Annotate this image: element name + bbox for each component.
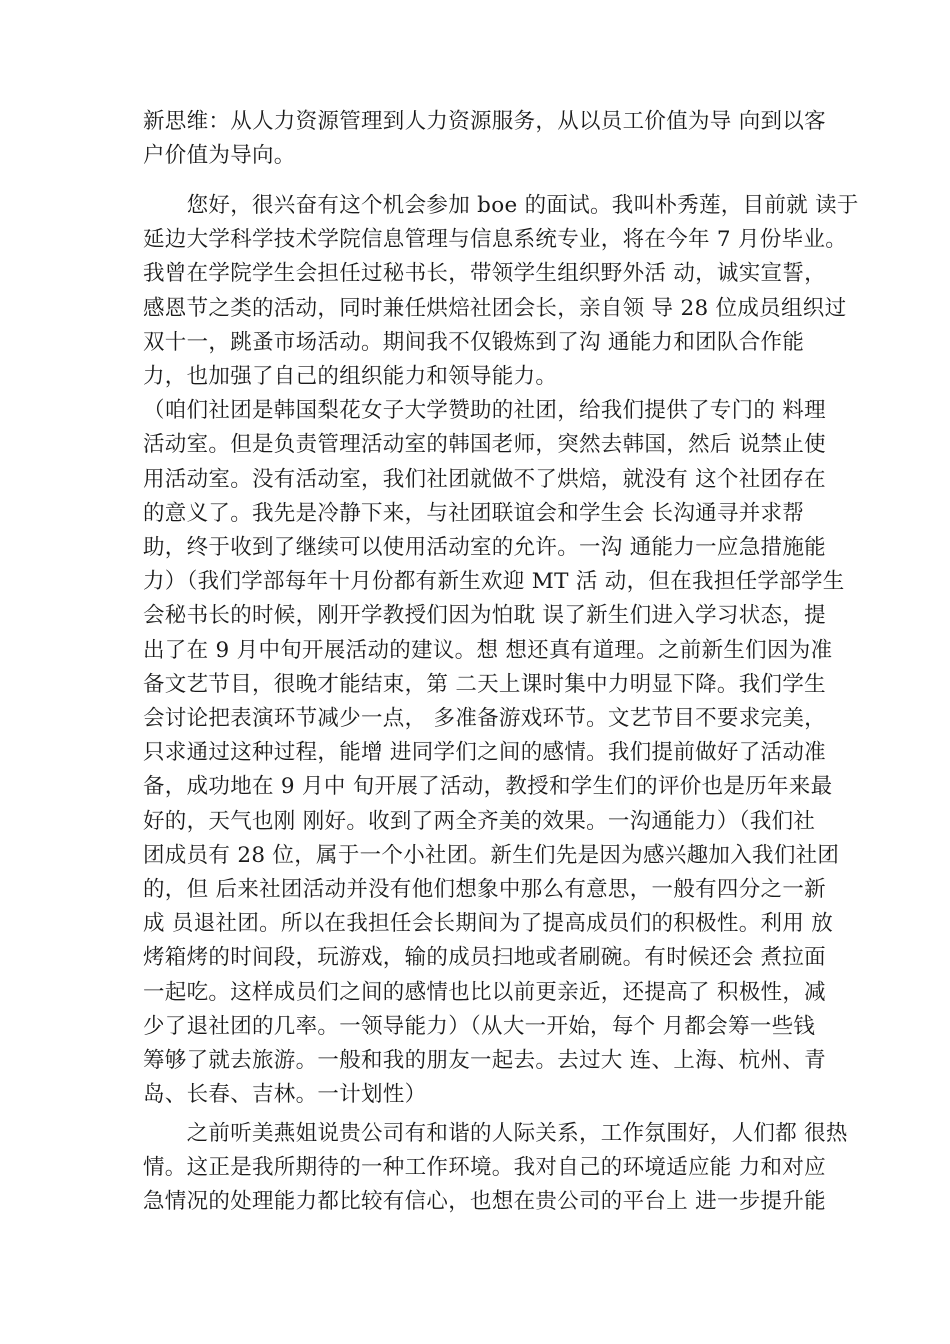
text-line: 备，成功地在 9 月中 旬开展了活动，教授和学生们的评价也是历年来最 bbox=[143, 774, 833, 800]
text-line: 您好，很兴奋有这个机会参加 boe 的面试。我叫朴秀莲，目前就 读于 bbox=[143, 193, 859, 218]
text-line: 会秘书长的时候，刚开学教授们因为怕耽 误了新生们进入学习状态，提 bbox=[143, 603, 826, 629]
text-line: 急情况的处理能力都比较有信心，也想在贵公司的平台上 进一步提升能 bbox=[143, 1189, 826, 1215]
text-line: 延边大学科学技术学院信息管理与信息系统专业，将在今年 7 月份毕业。 bbox=[143, 227, 848, 253]
paragraph-company-environment bbox=[143, 1117, 848, 1220]
text-line: 力，也加强了自己的组织能力和领导能力。 bbox=[143, 364, 558, 390]
text-line: 之前听美燕姐说贵公司有和谐的人际关系，工作氛围好，人们都 很热 bbox=[143, 1121, 848, 1146]
text-line: 成 员退社团。所以在我担任会长期间为了提高成员们的积极性。利用 放 bbox=[143, 911, 834, 937]
text-line: 出了在 9 月中旬开展活动的建议。想 想还真有道理。之前新生们因为准 bbox=[143, 637, 833, 663]
text-line: 感恩节之类的活动，同时兼任烘焙社团会长，亲自领 导 28 位成员组织过 bbox=[143, 295, 847, 321]
text-line: 助，终于收到了继续可以使用活动室的允许。一沟 通能力一应急措施能 bbox=[143, 535, 826, 561]
text-line: 烤箱烤的时间段，玩游戏，输的成员扫地或者刷碗。有时候还会 煮拉面 bbox=[143, 945, 826, 971]
text-line: 备文艺节目，很晚才能结束，第 二天上课时集中力明显下降。我们学生 bbox=[143, 671, 826, 697]
text-line: 力）（我们学部每年十月份都有新生欢迎 MT 活 动，但在我担任学部学生 bbox=[143, 569, 845, 595]
text-line: 双十一，跳蚤市场活动。期间我不仅锻炼到了沟 通能力和团队合作能 bbox=[143, 329, 805, 355]
text-line: 岛、长春、吉林。一计划性） bbox=[143, 1082, 427, 1108]
text-line: 少了退社团的几率。一领导能力）（从大一开始，每个 月都会筹一些钱 bbox=[143, 1013, 816, 1039]
paragraph-self-introduction bbox=[143, 189, 859, 1112]
text-line: 好的，天气也刚 刚好。收到了两全齐美的效果。一沟通能力）（我们社 bbox=[143, 808, 816, 834]
text-line: 团成员有 28 位，属于一个小社团。新生们先是因为感兴趣加入我们社团 bbox=[143, 842, 840, 868]
text-line: 我曾在学院学生会担任过秘书长，带领学生组织野外活 动，诚实宣誓， bbox=[143, 261, 826, 287]
text-line: 活动室。但是负责管理活动室的韩国老师，突然去韩国，然后 说禁止使 bbox=[143, 432, 826, 458]
text-line: 的意义了。我先是冷静下来，与社团联谊会和学生会 长沟通寻并求帮 bbox=[143, 500, 805, 526]
text-line: 的，但 后来社团活动并没有他们想象中那么有意思，一般有四分之一新 bbox=[143, 877, 826, 903]
text-line: 筹够了就去旅游。一般和我的朋友一起去。去过大 连、上海、杭州、青 bbox=[143, 1048, 826, 1074]
text-line: 只求通过这种过程，能增 进同学们之间的感情。我们提前做好了活动准 bbox=[143, 740, 826, 766]
text-line: 户价值为导向。 bbox=[143, 143, 296, 169]
text-line: 会讨论把表演环节减少一点， 多准备游戏环节。文艺节目不要求完美， bbox=[143, 706, 826, 732]
text-line: 用活动室。没有活动室，我们社团就做不了烘焙，就没有 这个社团存在 bbox=[143, 466, 826, 492]
text-line: 情。这正是我所期待的一种工作环境。我对自己的环境适应能 力和对应 bbox=[143, 1155, 826, 1181]
text-line: 新思维：从人力资源管理到人力资源服务，从以员工价值为导 向到以客 bbox=[143, 109, 826, 134]
text-line: 一起吃。这样成员们之间的感情也比以前更亲近，还提高了 积极性，减 bbox=[143, 979, 826, 1005]
paragraph-intro bbox=[143, 105, 833, 173]
text-line: （咱们社团是韩国梨花女子大学赞助的社团，给我们提供了专门的 料理 bbox=[143, 398, 826, 424]
